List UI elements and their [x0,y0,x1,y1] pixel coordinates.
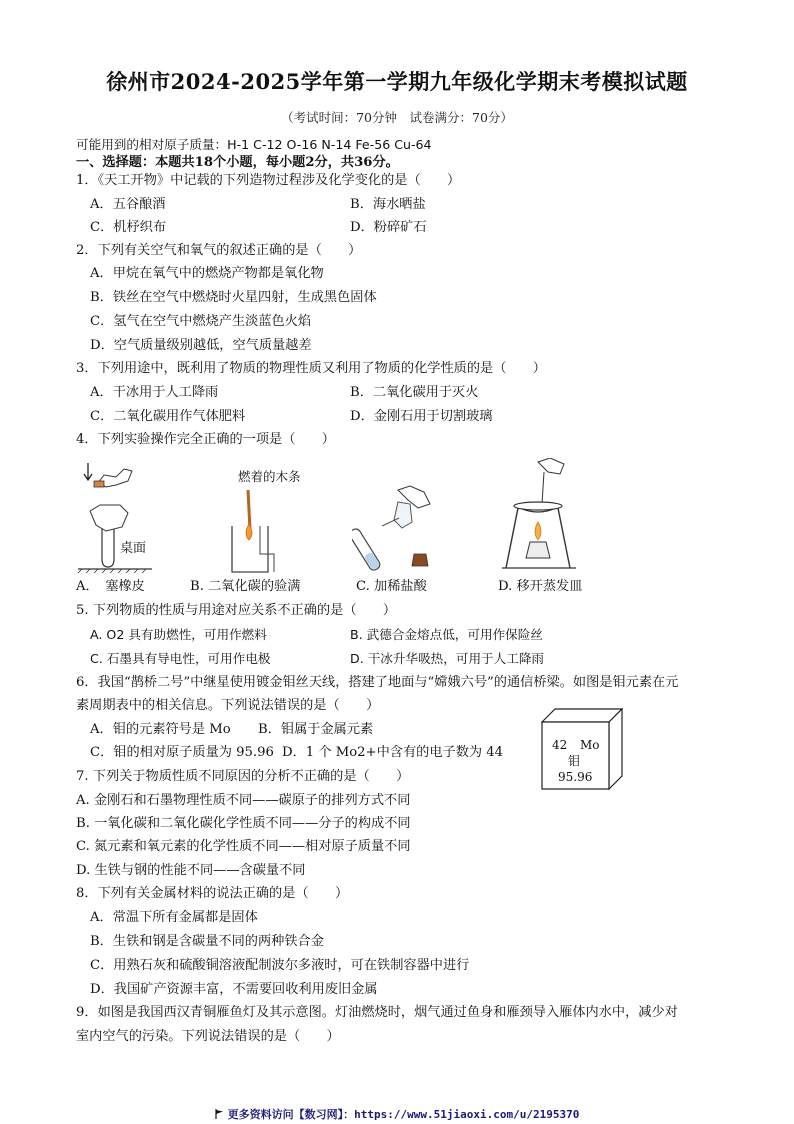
question-7-option-d: D. 生铁与钢的性能不同——含碳量不同 [76,863,306,878]
question-4-option-c: C. 加稀盐酸 [356,579,427,594]
question-7-option-b: B. 一氧化碳和二氧化碳化学性质不同——分子的构成不同 [76,816,411,831]
desk-label: 桌面 [120,541,147,556]
flag-icon [215,1109,224,1119]
question-1-option-b: B．海水晒盐 [350,197,426,212]
question-4-option-b: B. 二氧化碳的验满 [190,579,301,594]
question-3-option-a: A．干冰用于人工降雨 [90,385,219,400]
question-8-option-d: D．我国矿产资源丰富，不需要回收利用废旧金属 [90,982,378,997]
question-4-stem: 4．下列实验操作完全正确的一项是（ ） [76,432,335,447]
question-5-option-c: C. 石墨具有导电性，可用作电极 [90,651,271,666]
element-name: 钼 [568,754,581,768]
question-2-option-d: D．空气质量级别越低，空气质量越差 [90,338,312,353]
question-3-stem: 3．下列用途中，既利用了物质的物理性质又利用了物质的化学性质的是（ ） [76,361,546,376]
question-6-stem-line1: 6．我国“鹊桥二号”中继星使用镀金钼丝天线，搭建了地面与“嫦娥六号”的通信桥梁。如图是钼元素在元 [76,675,679,690]
question-5-option-d: D. 干冰升华吸热，可用于人工降雨 [350,651,545,666]
element-atomic-mass: 95.96 [558,770,593,784]
question-2-option-c: C．氢气在空气中燃烧产生淡蓝色火焰 [90,314,312,329]
element-symbol: Mo [580,738,600,752]
burning-stick-label: 燃着的木条 [238,469,301,484]
question-2-option-a: A．甲烷在氧气中的燃烧产物都是氧化物 [90,266,324,281]
question-5-option-a: A. O2 具有助燃性，可用作燃料 [90,627,267,642]
question-8-option-c: C．用熟石灰和硫酸铜溶液配制波尔多液时，可在铁制容器中进行 [90,958,470,973]
question-3-option-d: D．金刚石用于切割玻璃 [350,409,493,424]
atomic-masses: 可能用到的相对原子质量：H-1 C-12 O-16 N-14 Fe-56 Cu-64 [76,137,432,152]
question-6-stem-line2: 素周期表中的相关信息。下列说法错误的是（ ） [76,698,380,713]
exam-info: （考试时间：70分钟 试卷满分：70分） [281,110,513,125]
footer-text: 更多资料访问【数习网】：https://www.51jiaoxi.com/u/2195370 [227,1108,580,1121]
question-4-option-a: A． 塞橡皮 [76,579,145,594]
question-4-option-d: D. 移开蒸发皿 [498,579,583,594]
section-heading: 一、选择题：本题共18个小题，每小题2分，共36分。 [76,155,399,170]
question-3-option-b: B．二氧化碳用于灭火 [350,385,479,400]
question-7-option-a: A. 金刚石和石墨物理性质不同——碳原子的排列方式不同 [76,793,411,808]
question-9-stem-line1: 9．如图是我国西汉青铜雁鱼灯及其示意图。灯油燃烧时，烟气通过鱼身和雁颈导入雁体内水中，减少对 [76,1005,678,1020]
question-3-option-c: C．二氧化碳用作气体肥料 [90,409,246,424]
question-1-option-c: C．机杼织布 [90,220,167,235]
question-7-option-c: C. 氮元素和氧元素的化学性质不同——相对原子质量不同 [76,839,411,854]
question-1-option-a: A．五谷酿酒 [90,197,166,212]
page-title: 徐州市2024-2025学年第一学期九年级化学期末考模拟试题 [106,69,688,94]
question-2-option-b: B．铁丝在空气中燃烧时火星四射，生成黑色固体 [90,290,377,305]
question-6-option-c: C．钼的相对原子质量为 95.96 [90,745,274,760]
question-6-option-a: A．钼的元素符号是 Mo [90,722,231,737]
footer-link[interactable] [0,1106,794,1122]
question-2-stem: 2．下列有关空气和氧气的叙述正确的是（ ） [76,243,362,258]
question-6-option-d: D．1 个 Mo2+中含有的电子数为 44 [282,745,504,760]
question-7-stem: 7. 下列关于物质性质不同原因的分析不正确的是（ ） [76,769,410,784]
question-8-stem: 8．下列有关金属材料的说法正确的是（ ） [76,886,349,901]
question-8-option-b: B．生铁和钢是含碳量不同的两种铁合金 [90,934,324,949]
evaporating-dish-figure [498,458,580,572]
element-atomic-number: 42 [552,738,568,752]
question-1-stem: 1．《天工开物》中记载的下列造物过程涉及化学变化的是（ ） [76,173,461,188]
question-6-option-b: B．钼属于金属元素 [258,722,374,737]
co2-test-figure [226,488,282,574]
question-5-option-b: B. 武德合金熔点低，可用作保险丝 [350,627,543,642]
question-8-option-a: A．常温下所有金属都是固体 [90,910,258,925]
question-1-option-d: D．粉碎矿石 [350,220,427,235]
question-5-stem: 5. 下列物质的性质与用途对应关系不正确的是（ ） [76,603,397,618]
question-9-stem-line2: 室内空气的污染。下列说法错误的是（ ） [76,1029,340,1044]
adding-acid-figure [352,482,434,574]
